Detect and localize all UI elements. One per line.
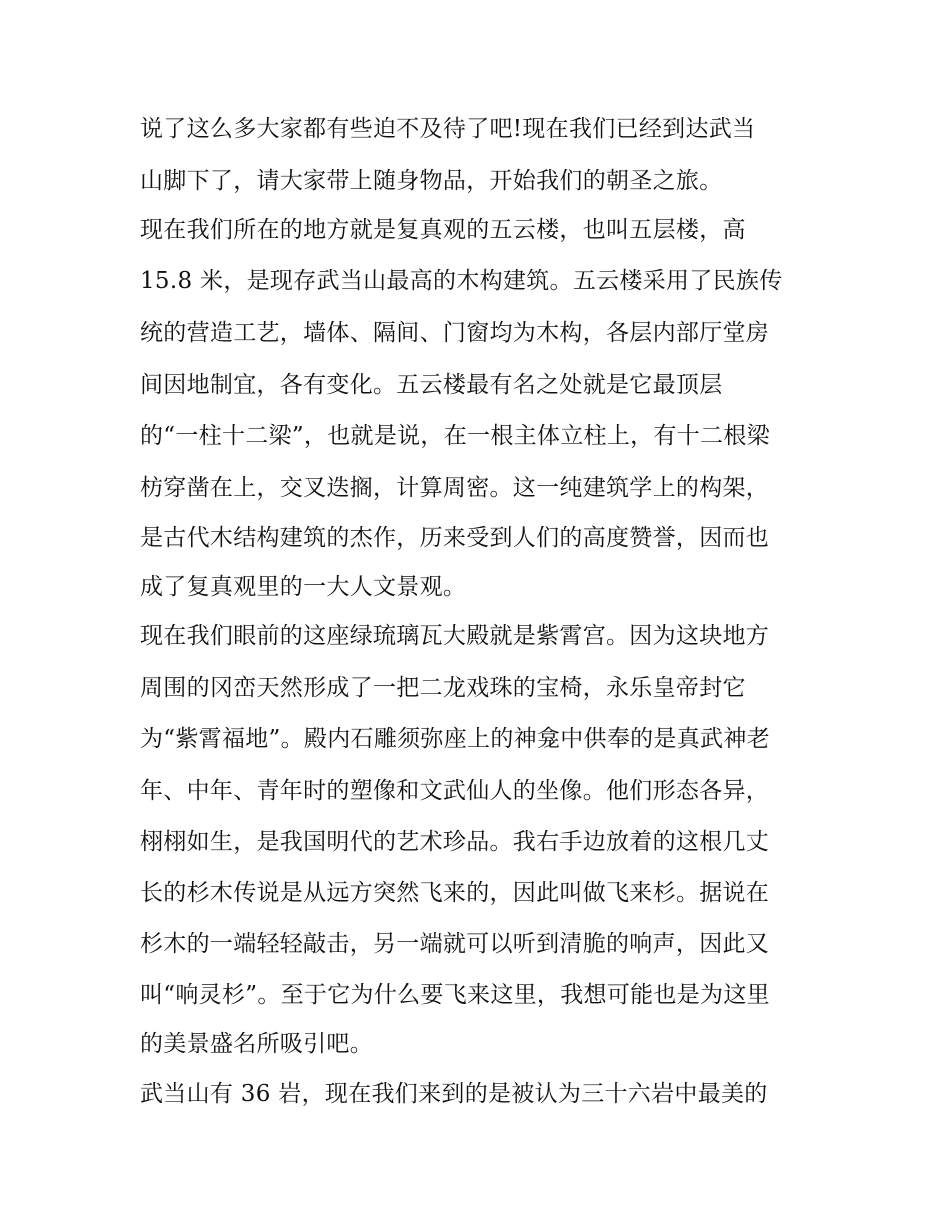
- text-line: 现在我们所在的地方就是复真观的五云楼，也叫五层楼，高: [140, 217, 746, 243]
- text-line: 15.8 米，是现存武当山最高的木构建筑。五云楼采用了民族传: [140, 268, 783, 294]
- text-line: 山脚下了，请大家带上随身物品，开始我们的朝圣之旅。: [140, 168, 723, 194]
- text-line: 为“紫霄福地”。殿内石雕须弥座上的神龛中供奉的是真武神老: [140, 726, 770, 752]
- text-line: 枋穿凿在上，交叉迭搁，计算周密。这一纯建筑学上的构架，: [140, 475, 770, 501]
- text-line: 说了这么多大家都有些迫不及待了吧!现在我们已经到达武当: [140, 116, 756, 142]
- text-line: 间因地制宜，各有变化。五云楼最有名之处就是它最顶层: [140, 372, 723, 398]
- text-line: 现在我们眼前的这座绿琉璃瓦大殿就是紫霄宫。因为这块地方: [140, 623, 770, 649]
- text-line: 长的杉木传说是从远方突然飞来的，因此叫做飞来杉。据说在: [140, 880, 770, 906]
- text-line: 武当山有 36 岩，现在我们来到的是被认为三十六岩中最美的: [140, 1081, 768, 1107]
- text-line: 杉木的一端轻轻敲击，另一端就可以听到清脆的响声，因此又: [140, 931, 770, 957]
- text-line: 成了复真观里的一大人文景观。: [140, 574, 467, 600]
- text-line: 的“一柱十二梁”，也就是说，在一根主体立柱上，有十二根梁: [140, 423, 770, 449]
- text-line: 是古代木结构建筑的杰作，历来受到人们的高度赞誉，因而也: [140, 525, 770, 551]
- text-line: 叫“响灵杉”。至于它为什么要飞来这里，我想可能也是为这里: [140, 982, 770, 1008]
- text-line: 年、中年、青年时的塑像和文武仙人的坐像。他们形态各异，: [140, 778, 770, 804]
- text-line: 的美景盛名所吸引吧。: [140, 1031, 373, 1057]
- text-line: 周围的冈峦天然形成了一把二龙戏珠的宝椅，永乐皇帝封它: [140, 675, 746, 701]
- text-line: 统的营造工艺，墙体、隔间、门窗均为木构，各层内部厅堂房: [140, 320, 770, 346]
- text-line: 栩栩如生，是我国明代的艺术珍品。我右手边放着的这根几丈: [140, 829, 770, 855]
